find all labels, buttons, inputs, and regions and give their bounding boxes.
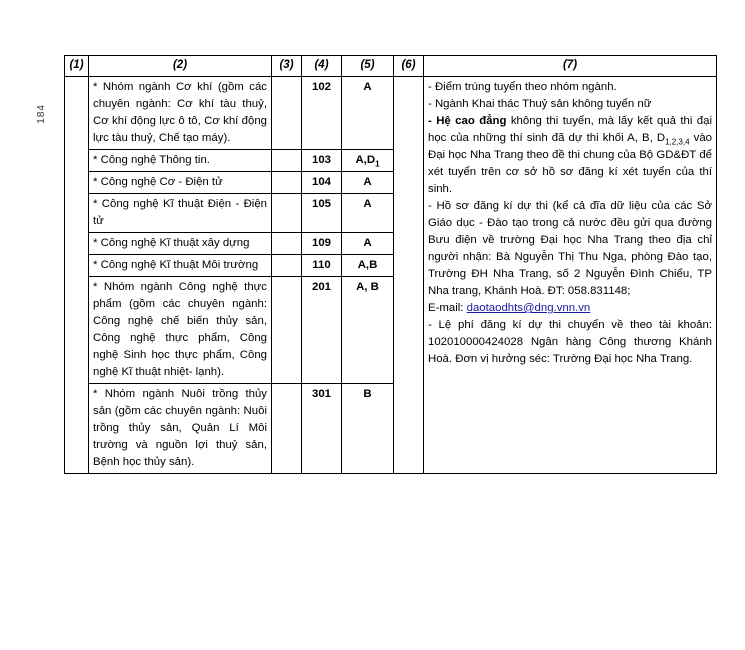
header-col-2: (2)	[89, 56, 272, 77]
header-col-4: (4)	[302, 56, 342, 77]
note-college-subscript: 1,2,3,4	[665, 137, 690, 147]
col6-cell	[394, 77, 424, 474]
major-code: 110	[302, 255, 342, 277]
note-email	[428, 300, 712, 317]
note-line: - Ngành Khai thác Thuỷ sản không tuyển nữ	[428, 98, 652, 110]
col1-cell	[65, 77, 89, 474]
exam-block-text: A,D	[355, 154, 376, 166]
page-number: 184	[36, 104, 47, 124]
header-col-7: (7)	[424, 56, 717, 77]
admissions-table	[64, 55, 717, 474]
major-code: 109	[302, 233, 342, 255]
col3-cell	[272, 77, 302, 150]
note-college	[428, 113, 712, 198]
exam-block-subscript: 1	[375, 159, 380, 169]
major-name: * Công nghệ Cơ - Điện tử	[89, 172, 272, 194]
major-name: * Công nghệ Kĩ thuật Môi trường	[89, 255, 272, 277]
header-col-6: (6)	[394, 56, 424, 77]
col3-cell	[272, 172, 302, 194]
col3-cell	[272, 255, 302, 277]
major-code: 104	[302, 172, 342, 194]
exam-block: A	[342, 233, 394, 255]
header-col-5: (5)	[342, 56, 394, 77]
col3-cell	[272, 277, 302, 384]
exam-block: B	[342, 384, 394, 474]
exam-block: A, B	[342, 277, 394, 384]
major-code: 103	[302, 150, 342, 172]
note-line: - Điểm trúng tuyển theo nhóm ngành.	[428, 81, 617, 93]
exam-block: A	[342, 194, 394, 233]
major-code: 301	[302, 384, 342, 474]
major-name: * Nhóm ngành Cơ khí (gồm các chuyên ngành: Cơ khí tàu thuỷ, Cơ khí động lực ô tô, Cơ khí động lực tàu thuỷ, Chế tạo máy).	[89, 77, 272, 150]
header-col-3: (3)	[272, 56, 302, 77]
note-line: - Hồ sơ đăng kí dự thi (kể cả đĩa dữ liệu của các Sở Giáo dục - Đào tạo trong cả nước đều gửi qua đường Bưu điện về trường Đại học Nha Trang theo địa chỉ người nhận: Bà Nguyễn Thị Thu Nga, phòng Đào tạo, Trường ĐH Nha Trang, số 2 Nguyễn Đình Chiểu, TP Nha trang, Khánh Hoà. ĐT: 058.831148;	[428, 200, 712, 297]
email-label: E-mail:	[428, 302, 467, 314]
exam-block	[342, 150, 394, 172]
major-name: * Công nghệ Kĩ thuật Điện - Điện tử	[89, 194, 272, 233]
major-name: * Nhóm ngành Nuôi trồng thủy sản (gồm các chuyên ngành: Nuôi trồng thủy sản, Quản Lí Môi trường và nguồn lợi thuỷ sản, Bệnh học thủy sản).	[89, 384, 272, 474]
note-line: - Lệ phí đăng kí dự thi chuyển về theo tài khoản: 102010000424028 Ngân hàng Công thương Khánh Hoà. Đơn vị hưởng séc: Trường Đại học Nha Trang.	[428, 319, 712, 365]
col3-cell	[272, 384, 302, 474]
note-college-text-a: không thi tuyển, mà lấy kết quả thi đại học của những thí sinh đã dự thi khối A, B, D	[428, 115, 712, 144]
major-code: 105	[302, 194, 342, 233]
major-name: * Công nghệ Kĩ thuật xây dựng	[89, 233, 272, 255]
email-link[interactable]: daotaodhts@dng.vnn.vn	[466, 302, 591, 314]
header-row	[65, 56, 717, 77]
exam-block: A	[342, 172, 394, 194]
exam-block: A	[342, 77, 394, 150]
col3-cell	[272, 150, 302, 172]
col3-cell	[272, 233, 302, 255]
major-code: 201	[302, 277, 342, 384]
table-row	[65, 77, 717, 150]
major-code: 102	[302, 77, 342, 150]
exam-block: A,B	[342, 255, 394, 277]
note-college-label: - Hệ cao đẳng	[428, 115, 507, 127]
major-name: * Công nghệ Thông tin.	[89, 150, 272, 172]
col3-cell	[272, 194, 302, 233]
header-col-1: (1)	[65, 56, 89, 77]
note-college-text-b: vào Đại học Nha Trang theo đề thi chung của Bộ GD&ĐT để xét tuyển trên cơ sở hồ sơ đăng kí xét tuyển của thí sinh.	[428, 132, 712, 195]
major-name: * Nhóm ngành Công nghệ thực phẩm (gồm các chuyên ngành: Công nghệ chế biến thủy sản, Công nghệ thực phẩm, Công nghệ Sinh học thực phẩm, Công nghệ Kĩ thuật nhiệt- lạnh).	[89, 277, 272, 384]
notes-cell	[424, 77, 717, 474]
